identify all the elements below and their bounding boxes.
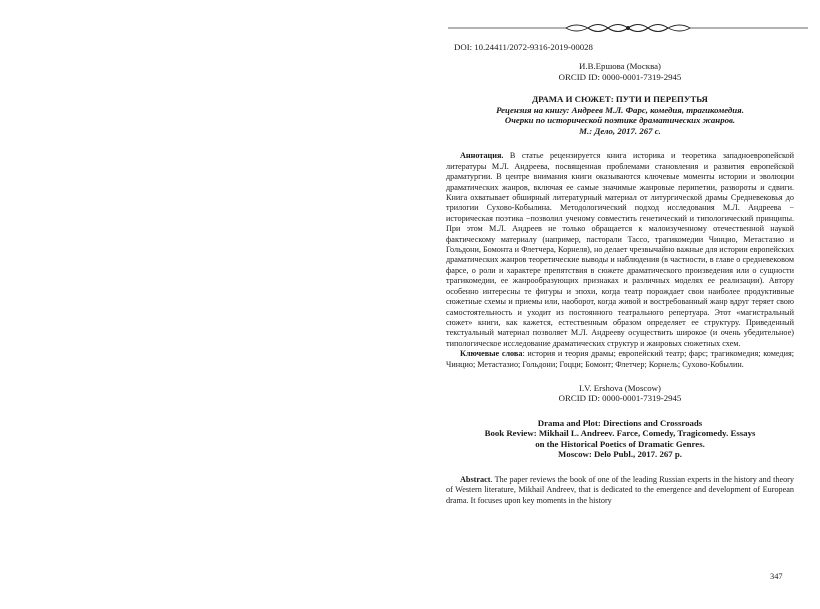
- annotation: [446, 151, 794, 349]
- annotation-label: Аннотация.: [460, 151, 504, 161]
- page-number: 347: [770, 572, 783, 581]
- review-info-ru: [446, 105, 794, 137]
- abstract-text: . The paper reviews the book of one of the leading Russian experts in the history and theory of Western literature, Mikhail Andreev, that is dedicated to the emergence and development of European drama. It focuses upon key moments in the history: [446, 474, 794, 505]
- review-line: М.: Дело, 2017. 267 с.: [579, 125, 661, 136]
- orcid-ru: ORCID ID: 0000-0001-7319-2945: [558, 71, 682, 82]
- review-en-line: Book Review: Mikhail L. Andreev. Farce, Comedy, Tragicomedy. Essays: [484, 428, 756, 439]
- article-title-ru: ДРАМА И СЮЖЕТ: ПУТИ И ПЕРЕПУТЬЯ: [532, 94, 708, 105]
- paper-page: [446, 42, 794, 506]
- doi-line: DOI: 10.24411/2072-9316-2019-00028: [454, 42, 593, 52]
- review-line: Рецензия на книгу: Андреев М.Л. Фарс, комедия, трагикомедия.: [496, 104, 744, 115]
- annotation-text: В статье рецензируется книга историка и теоретика западноевропейской литературы М.Л. Андреева, посвященная проблемами становления и развития европейской драматургии. В центре внимания книги оказываются ключевые моменты истории и эволюции драматических жанров, включая ее самые значимые жанровые перипетии, развороты и сдвиги. Книга охватывает обширный литературный материал от литургической драмы Средневековья до трилогии Сухово-Кобылина. Методологический подход исследования М.Л. Андреева − историческая поэтика −позволил ученому совместить генетический и типологический принципы. При этом М.Л. Андреев не только обращается к малоизученному отечественной наукой фактическому материалу (например, пасторали Тассо, трагикомедии Чинцио, Метастазио и Гольдони, Бомонта и Флетчера, Корнеля), но делает чрезвычайно важные для истории европейских драматических жанров теоретические выводы и наблюдения (в частности, в главе о средневековом фарсе, о роли и характере препятствия в сюжете драматического произведения или о сущности трагикомедии, ее жанрообразующих признаках и различных моделях ее реализации). Автору особенно интересны те фигуры и эпохи, когда театр порождает свои наиболее продуктивные сюжетные схемы и приемы или, наоборот, когда живой и востребованный жанр вдруг теряет свою самостоятельность и уходит из постоянного театрального репертуара. Этот «магистральный сюжет» книги, как кажется, естественным образом определяет ее структуру. Приведенный текстуальный материал позволяет М.Л. Андрееву осуществить широкое (и очень убедительное) типологическое исследование драматических структур и жанровых сюжетных схем.: [446, 151, 795, 348]
- keywords: [446, 349, 794, 370]
- review-line: Очерки по исторической поэтике драматических жанров.: [504, 115, 736, 126]
- review-en-line: on the Historical Poetics of Dramatic Genres.: [535, 438, 705, 449]
- header-ornament: [448, 22, 808, 34]
- abstract-label: Abstract: [460, 474, 491, 484]
- abstract: [446, 475, 794, 506]
- keywords-text: : история и теория драмы; европейский театр; фарс; трагикомедия; комедия; Чинцио; Метастазио; Гольдони; Гоцци; Бомонт; Флетчер; Корнель; Сухово-Кобылин.: [446, 349, 794, 369]
- author-ru: И.В.Ершова (Москва): [579, 61, 661, 72]
- article-title-en: [446, 418, 794, 460]
- orcid-en: ORCID ID: 0000-0001-7319-2945: [558, 393, 682, 404]
- title-en-line: Drama and Plot: Directions and Crossroads: [537, 417, 703, 428]
- author-en: I.V. Ershova (Moscow): [579, 382, 661, 393]
- author-block-ru: [446, 61, 794, 82]
- author-block-en: [446, 383, 794, 404]
- keywords-label: Ключевые слова: [460, 349, 523, 359]
- review-en-line: Moscow: Delo Publ., 2017. 267 p.: [558, 449, 682, 460]
